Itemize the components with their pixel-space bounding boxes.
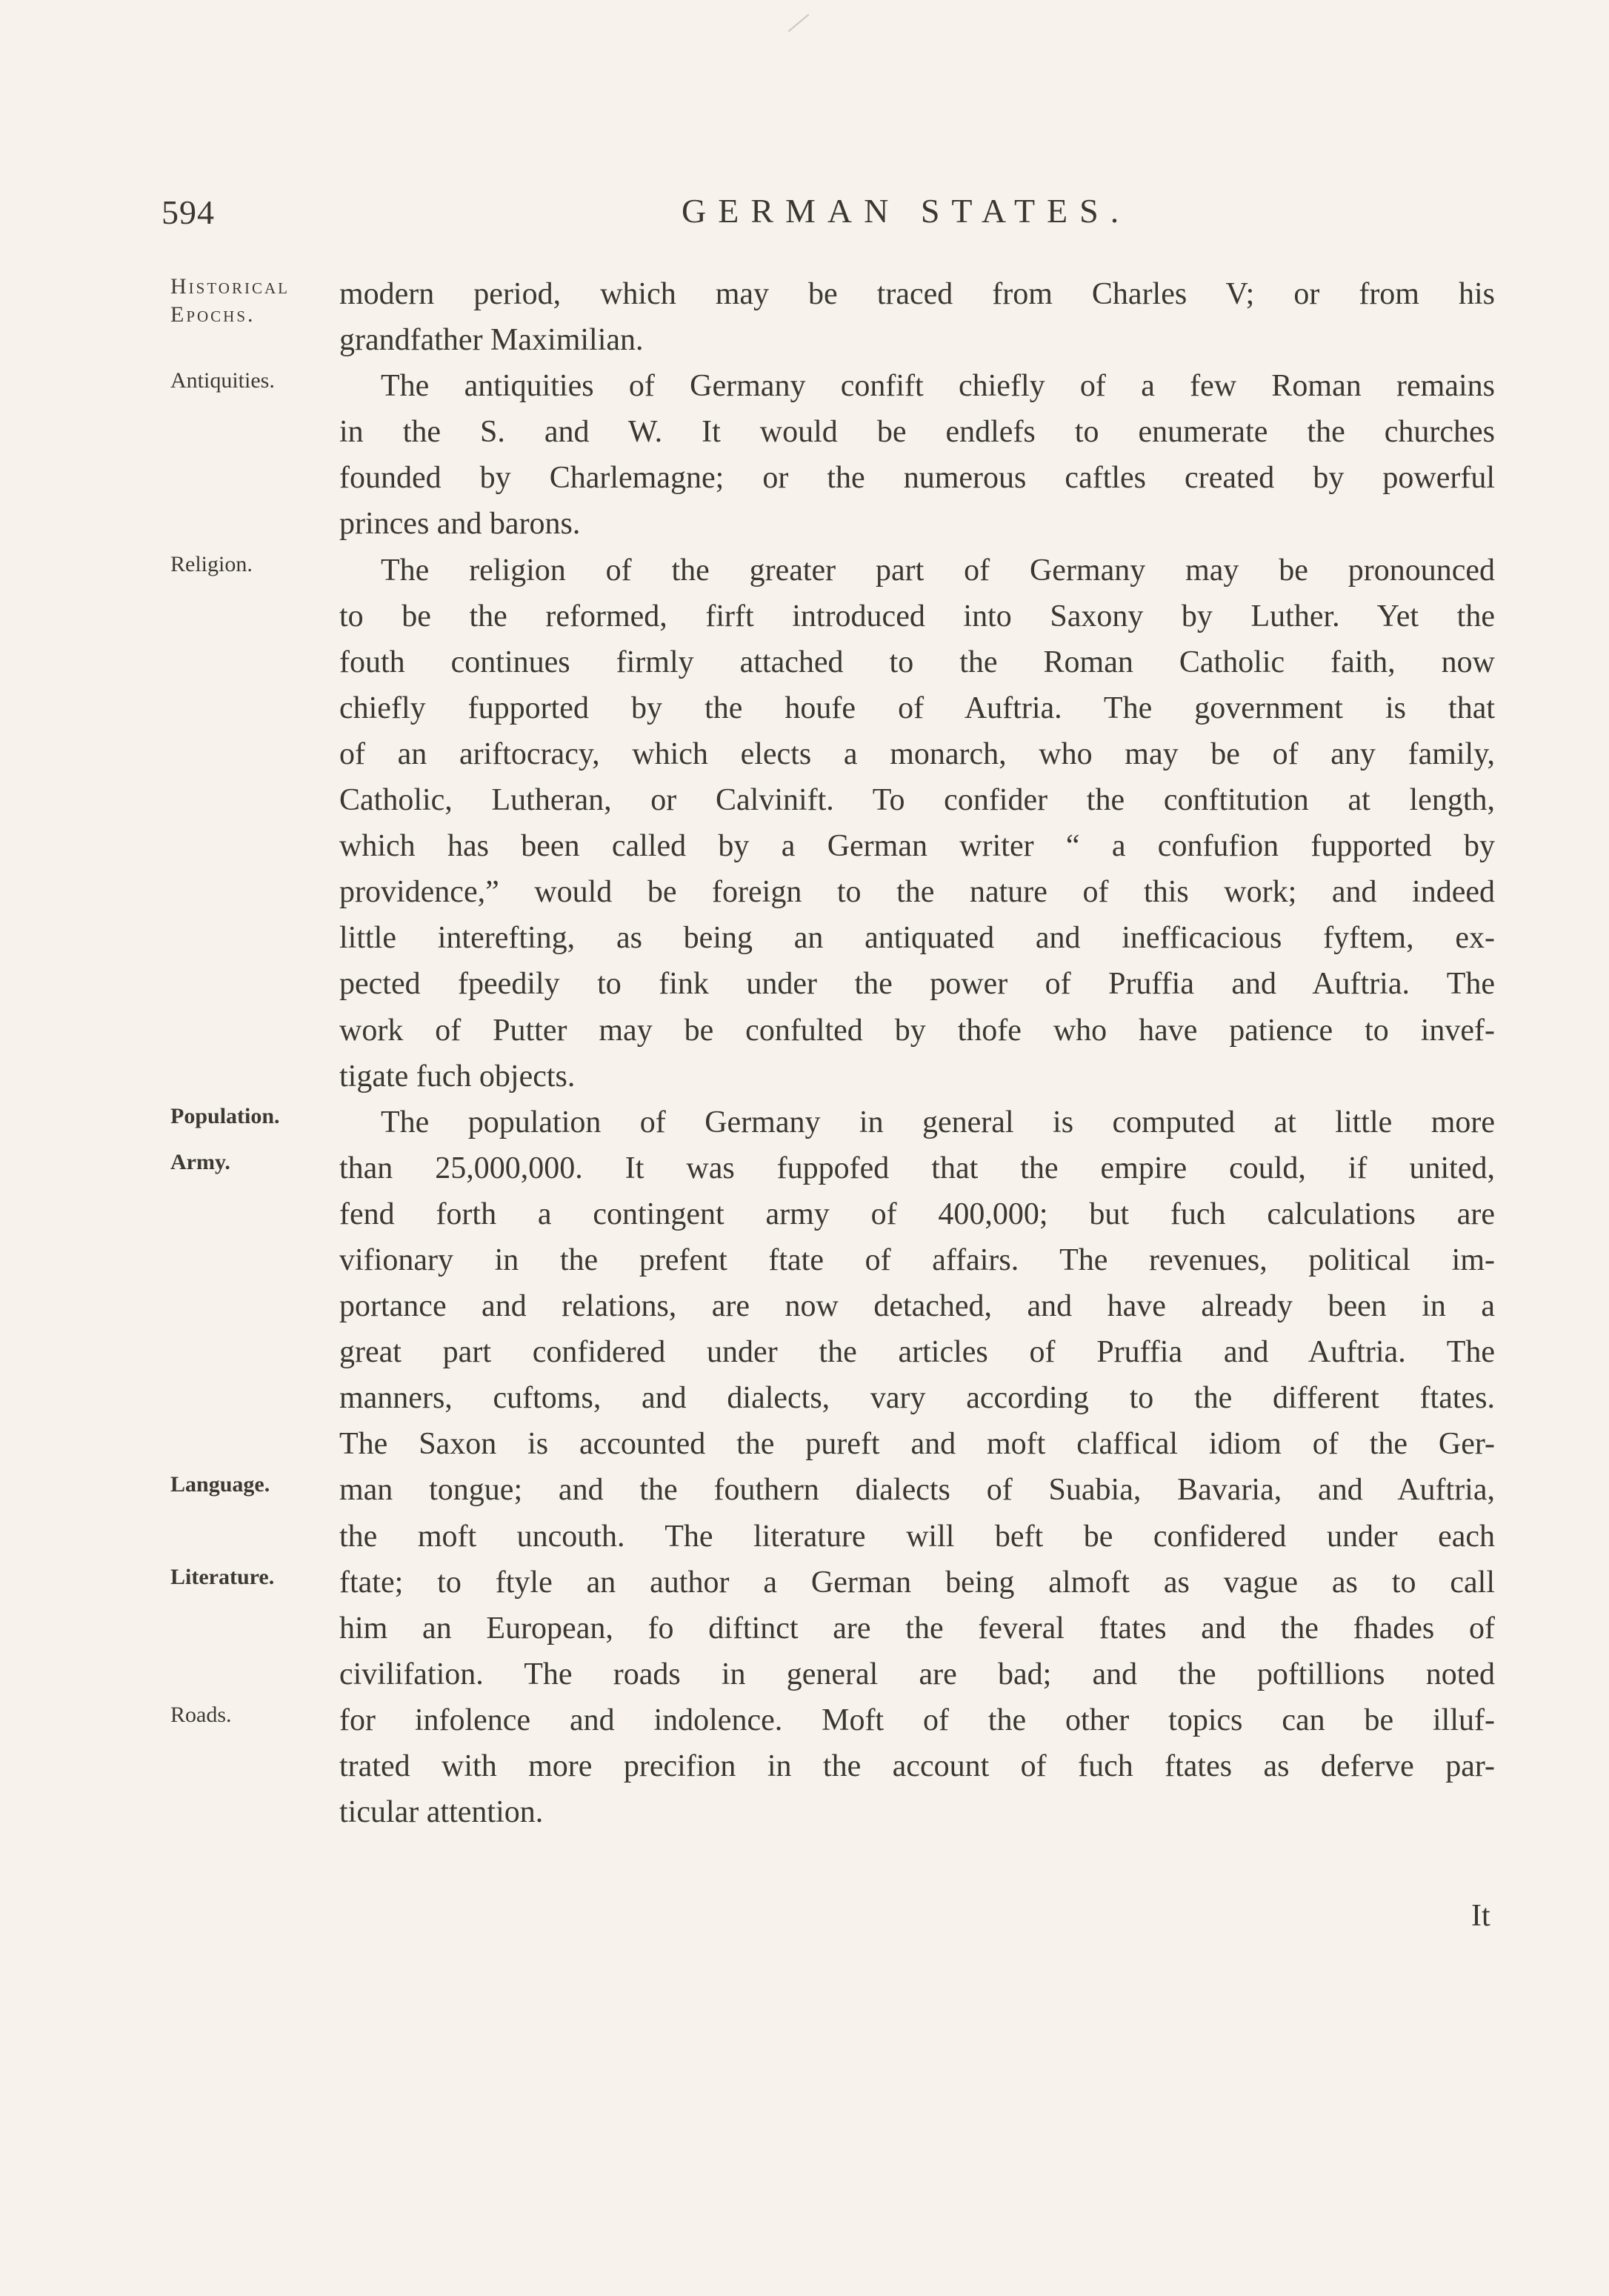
text-line: ftate; to ftyle an author a German being almoft as vague as to call (339, 1565, 1495, 1600)
text-line: of an ariftocracy, which elects a monarch, who may be of any family, (339, 736, 1495, 771)
text-line: little interefting, as being an antiquated and inefficacious fyftem, ex- (339, 921, 1495, 956)
catchword: It (1471, 1899, 1490, 1933)
text-line: chiefly fupported by the houfe of Auftria. The government is that (339, 691, 1495, 725)
text-line: manners, cuftoms, and dialects, vary according to the different ftates. (339, 1381, 1495, 1416)
text-line: vifionary in the prefent ftate of affairs. The revenues, political im- (339, 1242, 1495, 1277)
paper-mark (788, 14, 810, 33)
text-line: fend forth a contingent army of 400,000; but fuch calculations are (339, 1197, 1495, 1231)
sidenote-roads: Roads. (170, 1703, 232, 1727)
text-line: providence,” would be foreign to the nature of this work; and indeed (339, 875, 1495, 910)
text-line: to be the reformed, firft introduced into Saxony by Luther. Yet the (339, 599, 1495, 633)
text-line: civilifation. The roads in general are bad; and the poftillions noted (339, 1657, 1495, 1691)
sidenote-literature: Literature. (170, 1565, 275, 1589)
sidenote-language: Language. (170, 1472, 270, 1497)
text-line: which has been called by a German writer “ a confufion fupported by (339, 829, 1495, 864)
sidenote-historical-epochs: Historical Epochs. (170, 274, 290, 327)
text-line: the moft uncouth. The literature will beft be confidered under each (339, 1519, 1495, 1554)
text-line: in the S. and W. It would be endlefs to enumerate the churches (339, 415, 1495, 450)
text-line: Catholic, Lutheran, or Calvinift. To confider the conftitution at length, (339, 783, 1495, 818)
text-line: princes and barons. (339, 507, 581, 542)
text-line: founded by Charlemagne; or the numerous caftles created by powerful (339, 461, 1495, 496)
text-line: for infolence and indolence. Moft of the other topics can be illuf- (339, 1703, 1495, 1737)
text-line: The population of Germany in general is computed at little more (381, 1105, 1495, 1139)
text-line: pected fpeedily to fink under the power of Pruffia and Auftria. The (339, 967, 1495, 1002)
text-line: tigate fuch objects. (339, 1059, 576, 1094)
text-line: great part confidered under the articles of Pruffia and Auftria. The (339, 1335, 1495, 1370)
text-line: modern period, which may be traced from Charles V; or from his (339, 277, 1495, 311)
sidenote-population: Population. (170, 1104, 280, 1128)
text-line: work of Putter may be confulted by thofe who have patience to invef- (339, 1013, 1495, 1048)
text-line: him an European, fo diftinct are the feveral ftates and the fhades of (339, 1611, 1495, 1646)
running-title: GERMAN STATES. (682, 192, 1131, 230)
sidenote-army: Army. (170, 1150, 230, 1174)
body-text (339, 271, 1495, 1835)
text-line: The religion of the greater part of Germany may be pronounced (381, 553, 1495, 588)
text-line: The Saxon is accounted the pureft and moft claffical idiom of the Ger- (339, 1427, 1495, 1462)
text-line: The antiquities of Germany confift chiefly of a few Roman remains (381, 369, 1495, 404)
text-line: than 25,000,000. It was fuppofed that the empire could, if united, (339, 1151, 1495, 1185)
sidenote-religion: Religion. (170, 552, 253, 576)
text-line: man tongue; and the fouthern dialects of Suabia, Bavaria, and Auftria, (339, 1473, 1495, 1508)
text-line: trated with more precifion in the account of fuch ftates as deferve par- (339, 1749, 1495, 1783)
text-line: grandfather Maximilian. (339, 323, 644, 358)
text-line: ticular attention. (339, 1795, 544, 1830)
sidenote-antiquities: Antiquities. (170, 368, 275, 393)
text-line: portance and relations, are now detached, and have already been in a (339, 1289, 1495, 1324)
text-line: fouth continues firmly attached to the Roman Catholic faith, now (339, 645, 1495, 679)
page-number: 594 (161, 193, 215, 231)
